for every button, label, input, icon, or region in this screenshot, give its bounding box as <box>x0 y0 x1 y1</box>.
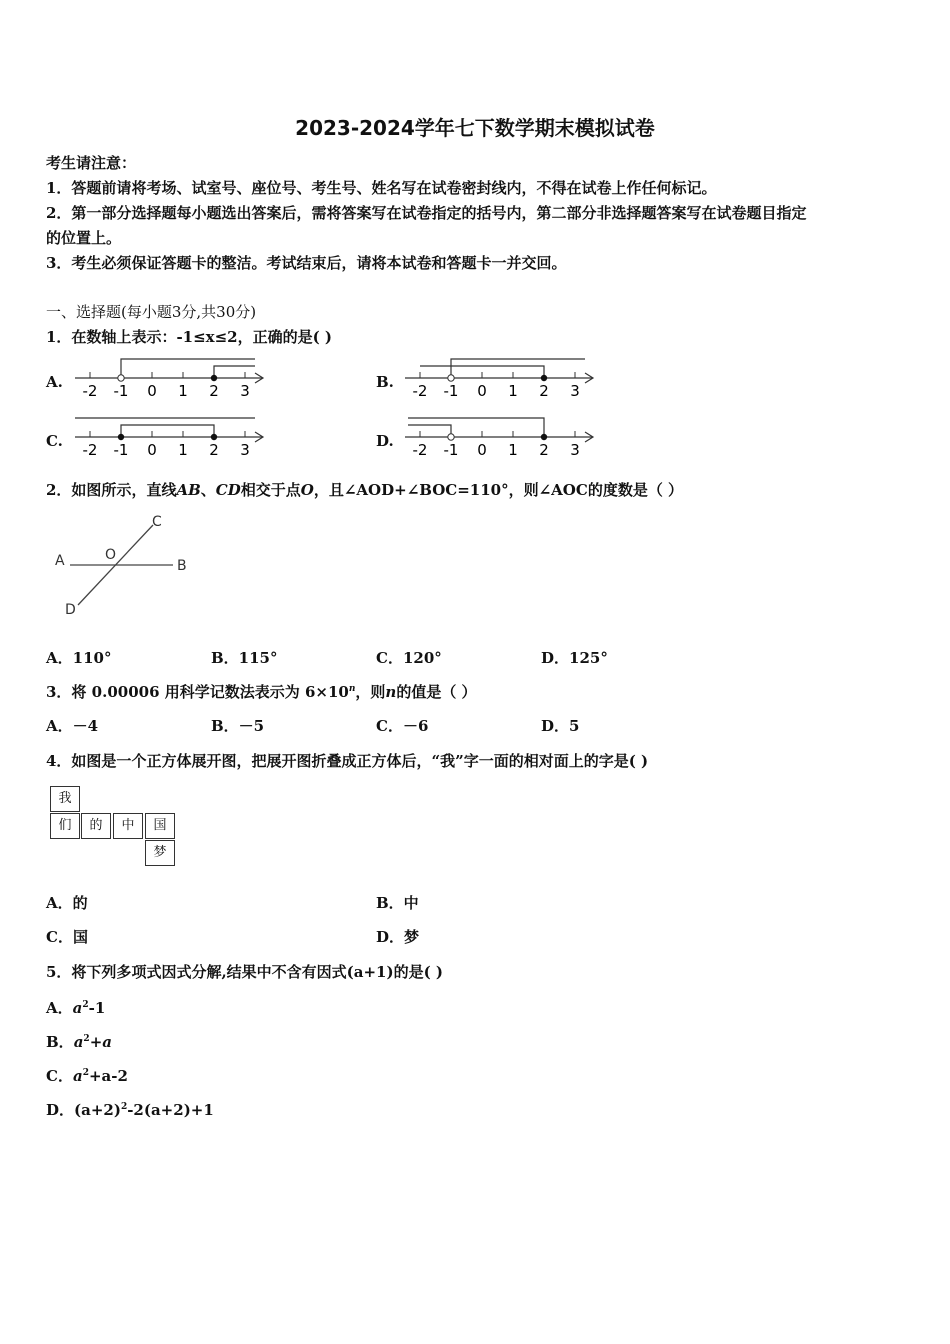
tick-label: 1 <box>508 441 518 459</box>
net-cell: 的 <box>81 813 111 839</box>
tick-label: 2 <box>209 382 219 400</box>
q2-option: D．125° <box>541 649 608 667</box>
tick-label: 3 <box>570 382 580 400</box>
tick-label: -1 <box>113 382 129 400</box>
tick-label: -1 <box>443 382 459 400</box>
q3-option: C．－6 <box>376 717 429 735</box>
notice-item: 1．答题前请将考场、试室号、座位号、考生号、姓名写在试卷密封线内，不得在试卷上作任何标记。 <box>46 179 717 197</box>
number-line-a <box>70 352 270 402</box>
q1-option-label: B. <box>376 373 394 391</box>
section-heading: 一、选择题(每小题3分,共30分) <box>46 303 257 321</box>
cube-net <box>50 786 180 868</box>
tick-label: -2 <box>82 441 98 459</box>
tick-label: -2 <box>412 441 428 459</box>
q3-option: D．5 <box>541 717 580 735</box>
q3-stem: 3．将 0.00006 用科学记数法表示为 $6\times 10^n$，则n的值是（ ） <box>46 683 477 701</box>
q4-stem: 4．如图是一个正方体展开图，把展开图折叠成正方体后，“我”字一面的相对面上的字是( ) <box>46 752 649 770</box>
tick-label: -2 <box>82 382 98 400</box>
q5-option: B．$a^2+a$ <box>46 1033 112 1051</box>
q5-stem: 5．将下列多项式因式分解,结果中不含有因式(a+1)的是( ) <box>46 963 443 981</box>
q1-option-label: D. <box>376 432 394 450</box>
tick-label: 1 <box>178 441 188 459</box>
number-line-d <box>400 411 600 461</box>
tick-label: 0 <box>147 382 157 400</box>
point-label: B <box>177 558 187 574</box>
number-line-c <box>70 411 270 461</box>
q4-option: D．梦 <box>376 928 420 946</box>
tick-label: 0 <box>477 441 487 459</box>
tick-label: 2 <box>539 441 549 459</box>
tick-label: 3 <box>570 441 580 459</box>
net-cell: 中 <box>113 813 143 839</box>
lines-figure <box>50 508 200 618</box>
q2-stem: 2．如图所示，直线AB、CD相交于点O，且∠AOD+∠BOC=110°，则∠AOC的度数是（ ） <box>46 481 684 499</box>
page-title: 2023-2024学年七下数学期末模拟试卷 <box>295 116 655 140</box>
notice-item: 3．考生必须保证答题卡的整洁。考试结束后，请将本试卷和答题卡一并交回。 <box>46 254 567 272</box>
point-label: O <box>105 547 117 563</box>
tick-label: 0 <box>147 441 157 459</box>
q3-option: B．－5 <box>211 717 265 735</box>
notice-item: 2．第一部分选择题每小题选出答案后，需将答案写在试卷指定的括号内，第二部分非选择题答案写在试卷题目指定 <box>46 204 807 222</box>
tick-label: 1 <box>508 382 518 400</box>
net-cell: 梦 <box>145 840 175 866</box>
q4-option: B．中 <box>376 894 419 912</box>
q5-option: A．$a^2-1$ <box>46 999 106 1017</box>
q2-option: B．115° <box>211 649 278 667</box>
tick-label: 0 <box>477 382 487 400</box>
net-cell: 我 <box>50 786 80 812</box>
tick-label: 3 <box>240 382 250 400</box>
net-cell: 们 <box>50 813 80 839</box>
q4-option: A．的 <box>46 894 88 912</box>
notice-heading: 考生请注意： <box>46 154 137 172</box>
q1-option-label: C. <box>46 432 63 450</box>
point-label: C <box>152 514 162 530</box>
tick-label: 3 <box>240 441 250 459</box>
tick-label: -2 <box>412 382 428 400</box>
q4-option: C．国 <box>46 928 88 946</box>
q5-option: D．$(a+2)^2-2(a+2)+1$ <box>46 1101 214 1119</box>
tick-label: 2 <box>539 382 549 400</box>
tick-label: 1 <box>178 382 188 400</box>
q2-option: A．110° <box>46 649 112 667</box>
point-label: D <box>65 602 76 618</box>
notice-item: 的位置上。 <box>46 229 122 247</box>
point-label: A <box>55 553 65 569</box>
q1-option-label: A. <box>46 373 63 391</box>
number-line-b <box>400 352 600 402</box>
net-cell: 国 <box>145 813 175 839</box>
q1-stem: 1．在数轴上表示：-1≤x≤2，正确的是( ) <box>46 328 333 346</box>
q5-option: C．$a^2+a-2$ <box>46 1067 128 1085</box>
tick-label: 2 <box>209 441 219 459</box>
tick-label: -1 <box>113 441 129 459</box>
q3-option: A．－4 <box>46 717 99 735</box>
tick-label: -1 <box>443 441 459 459</box>
q2-option: C．120° <box>376 649 442 667</box>
